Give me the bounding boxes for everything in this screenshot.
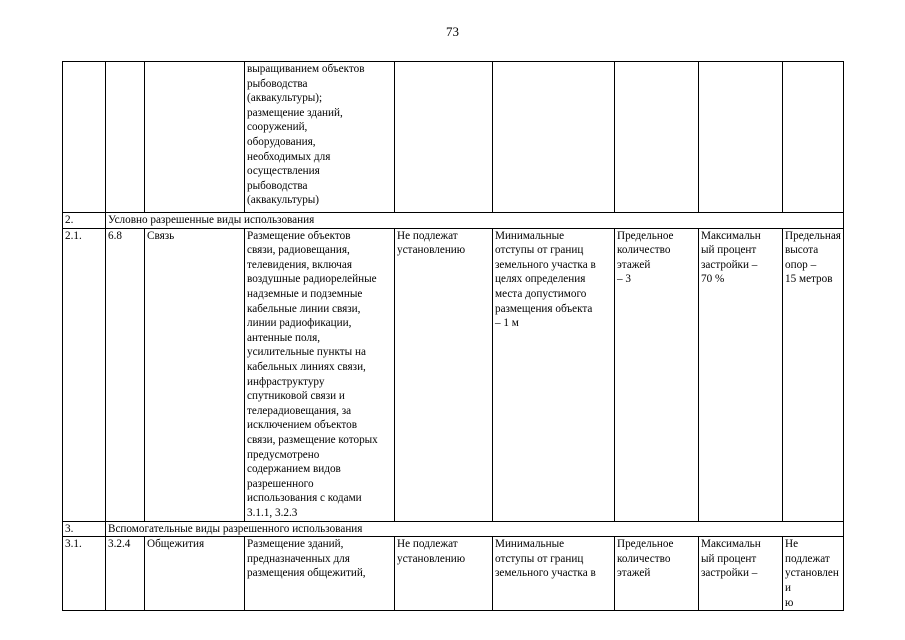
cell-setback: Минимальные отступы от границ земельного участка в	[493, 537, 615, 611]
cell-coverage: Максимальн ый процент застройки –	[699, 537, 783, 611]
section-number: 2.	[63, 213, 106, 229]
cell-num	[63, 62, 106, 213]
cell-height: Не подлежат установлени ю	[783, 537, 844, 611]
cell-setback	[493, 62, 615, 213]
regulations-table	[62, 61, 844, 611]
table-row-communication	[63, 228, 844, 521]
section-row-conditional	[63, 213, 844, 229]
cell-plot-size: Не подлежат установлению	[395, 228, 493, 521]
page-number: 73	[446, 24, 459, 39]
table-row-dormitories	[63, 537, 844, 611]
cell-setback: Минимальные отступы от границ земельного участка в целях определения места допустимого размещения объекта – 1 м	[493, 228, 615, 521]
cell-floors: Предельное количество этажей – 3	[615, 228, 699, 521]
cell-description: выращиванием объектов рыбоводства (аквакультуры); размещение зданий, сооружений, оборудования, необходимых для осуществления рыбоводства (аквакультуры)	[245, 62, 395, 213]
cell-name: Связь	[145, 228, 245, 521]
cell-code	[106, 62, 145, 213]
cell-description: Размещение объектов связи, радиовещания, телевидения, включая воздушные радиорелейные надземные и подземные кабельные линии связи, линии радиофикации, антенные поля, усилительные пункты на кабельных линиях связи, инфраструктуру спутниковой связи и телерадиовещания, за исключением объектов связи, размещение которых предусмотрено содержанием видов разрешенного использования с кодами 3.1.1, 3.2.3	[245, 228, 395, 521]
cell-code: 3.2.4	[106, 537, 145, 611]
section-number: 3.	[63, 521, 106, 537]
cell-plot-size	[395, 62, 493, 213]
cell-name: Общежития	[145, 537, 245, 611]
table-row-continuation	[63, 62, 844, 213]
cell-coverage	[699, 62, 783, 213]
cell-num: 2.1.	[63, 228, 106, 521]
cell-height: Предельная высота опор – 15 метров	[783, 228, 844, 521]
cell-num: 3.1.	[63, 537, 106, 611]
section-row-auxiliary	[63, 521, 844, 537]
cell-code: 6.8	[106, 228, 145, 521]
cell-floors: Предельное количество этажей	[615, 537, 699, 611]
cell-coverage: Максимальн ый процент застройки – 70 %	[699, 228, 783, 521]
cell-floors	[615, 62, 699, 213]
section-title: Вспомогательные виды разрешенного использования	[106, 521, 844, 537]
cell-description: Размещение зданий, предназначенных для размещения общежитий,	[245, 537, 395, 611]
section-title: Условно разрешенные виды использования	[106, 213, 844, 229]
cell-name	[145, 62, 245, 213]
cell-plot-size: Не подлежат установлению	[395, 537, 493, 611]
cell-height	[783, 62, 844, 213]
